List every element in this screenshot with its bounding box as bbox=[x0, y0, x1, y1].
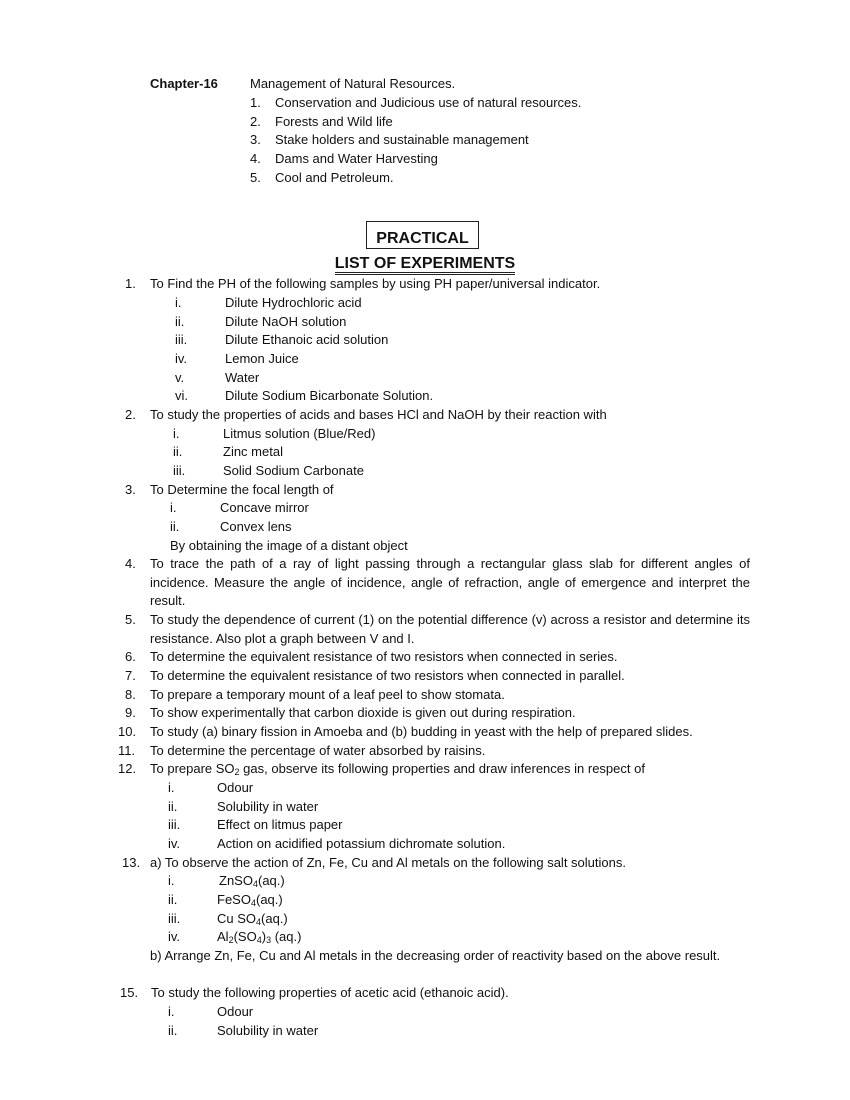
sub-item-text: Dilute Ethanoic acid solution bbox=[225, 332, 389, 347]
sub-item-text: Dilute Hydrochloric acid bbox=[225, 295, 362, 310]
experiment-number: 6. bbox=[125, 649, 136, 664]
chapter-title: Management of Natural Resources. bbox=[250, 76, 456, 91]
text-part: gas, observe its following properties and draw inferences in respect of bbox=[239, 761, 645, 776]
subscript: 2 bbox=[228, 935, 234, 945]
subscript: 4 bbox=[256, 935, 262, 945]
experiment-text: To trace the path of a ray of light passing through a rectangular glass slab for different angles of incidence. Measure the angle of incidence, angle of refraction, angle of emergence and interpret the result. bbox=[150, 556, 750, 609]
chapter-item-text: Cool and Petroleum. bbox=[275, 170, 394, 185]
sub-item-text: Water bbox=[225, 370, 260, 385]
sub-item-num: iii. bbox=[173, 463, 186, 478]
sub-item-text: Convex lens bbox=[220, 519, 292, 534]
sub-item-text: Solubility in water bbox=[217, 799, 319, 814]
experiment-part-b: b) Arrange Zn, Fe, Cu and Al metals in the decreasing order of reactivity based on the above result. bbox=[150, 948, 721, 963]
sub-item-text: Litmus solution (Blue/Red) bbox=[223, 426, 376, 441]
experiment-number: 3. bbox=[125, 482, 136, 497]
subscript: 3 bbox=[266, 935, 272, 945]
sub-item-num: ii. bbox=[168, 892, 178, 907]
text-part: ) bbox=[261, 929, 267, 944]
sub-item-num: iii. bbox=[168, 911, 181, 926]
sub-item-text: Effect on litmus paper bbox=[217, 817, 343, 832]
chapter-item-num: 3. bbox=[250, 132, 261, 147]
sub-item-num: ii. bbox=[168, 799, 178, 814]
sub-item-formula bbox=[217, 891, 283, 909]
experiment-6-text: To determine the equivalent resistance of two resistors when connected in series. bbox=[150, 649, 618, 664]
text-part: ZnSO bbox=[219, 873, 253, 888]
experiment-text: To study the dependence of current (1) on the potential difference (v) across a resistor and determine its resistance. Also plot a graph between V and I. bbox=[150, 612, 750, 646]
text-part: (aq.) bbox=[255, 892, 283, 907]
text-part: (aq.) bbox=[261, 911, 288, 926]
experiment-number: 7. bbox=[125, 668, 136, 683]
chapter-item-num: 2. bbox=[250, 114, 261, 129]
experiment-8-text: To prepare a temporary mount of a leaf peel to show stomata. bbox=[150, 687, 505, 702]
experiment-number: 13. bbox=[122, 855, 141, 870]
experiment-text: To study the properties of acids and bases HCl and NaOH by their reaction with bbox=[150, 407, 607, 422]
experiment-number: 9. bbox=[125, 705, 136, 720]
experiment-number: 1. bbox=[125, 276, 136, 291]
chapter-item-num: 1. bbox=[250, 95, 261, 110]
experiment-number: 5. bbox=[125, 612, 136, 627]
sub-item-formula bbox=[219, 872, 285, 890]
chapter-item-text: Dams and Water Harvesting bbox=[275, 151, 438, 166]
chapter-label: Chapter-16 bbox=[150, 76, 218, 91]
text-part: FeSO bbox=[217, 892, 251, 907]
sub-item-num: i. bbox=[175, 295, 182, 310]
text-part: (aq.) bbox=[271, 929, 302, 944]
experiment-number: 12. bbox=[118, 761, 137, 776]
sub-item-text: Odour bbox=[217, 780, 254, 795]
sub-item-num: ii. bbox=[175, 314, 185, 329]
text-part: (aq.) bbox=[257, 873, 285, 888]
sub-item-num: iii. bbox=[175, 332, 188, 347]
list-title-text: LIST OF EXPERIMENTS bbox=[335, 255, 515, 275]
sub-item-num: v. bbox=[175, 370, 185, 385]
subscript: 4 bbox=[252, 879, 258, 889]
sub-item-text: Lemon Juice bbox=[225, 351, 299, 366]
sub-item-text: Dilute Sodium Bicarbonate Solution. bbox=[225, 388, 434, 403]
sub-item-formula bbox=[217, 910, 288, 928]
sub-item-num: i. bbox=[168, 780, 175, 795]
sub-item-num: i. bbox=[173, 426, 180, 441]
experiment-number: 8. bbox=[125, 687, 136, 702]
experiment-9-text: To show experimentally that carbon dioxide is given out during respiration. bbox=[150, 705, 576, 720]
list-of-experiments-title bbox=[0, 253, 850, 275]
sub-item-text: Solid Sodium Carbonate bbox=[223, 463, 364, 478]
sub-item-num: ii. bbox=[168, 1023, 178, 1038]
experiment-text: a) To observe the action of Zn, Fe, Cu and Al metals on the following salt solutions. bbox=[150, 855, 626, 870]
text-part: (SO bbox=[233, 929, 257, 944]
sub-item-num: i. bbox=[168, 873, 175, 888]
sub-item-text: Solubility in water bbox=[217, 1023, 319, 1038]
sub-item-num: vi. bbox=[175, 388, 188, 403]
experiment-number: 2. bbox=[125, 407, 136, 422]
chapter-item-text: Conservation and Judicious use of natural resources. bbox=[275, 95, 582, 110]
chapter-item-text: Forests and Wild life bbox=[275, 114, 393, 129]
sub-item-num: iv. bbox=[175, 351, 188, 366]
experiment-text: To Find the PH of the following samples by using PH paper/universal indicator. bbox=[150, 276, 601, 291]
sub-item-text: Action on acidified potassium dichromate solution. bbox=[217, 836, 506, 851]
experiment-text: To study the following properties of acetic acid (ethanoic acid). bbox=[151, 985, 509, 1000]
sub-item-text: Zinc metal bbox=[223, 444, 283, 459]
sub-item-formula bbox=[217, 928, 301, 946]
sub-item-num: iv. bbox=[168, 929, 181, 944]
experiment-7-text: To determine the equivalent resistance of two resistors when connected in parallel. bbox=[150, 668, 625, 683]
experiment-11-text: To determine the percentage of water absorbed by raisins. bbox=[150, 743, 486, 758]
sub-item-num: i. bbox=[170, 500, 177, 515]
experiment-text bbox=[150, 760, 645, 778]
sub-item-num: i. bbox=[168, 1004, 175, 1019]
subscript: 4 bbox=[256, 917, 262, 927]
sub-item-num: ii. bbox=[173, 444, 183, 459]
sub-item-num: iv. bbox=[168, 836, 181, 851]
experiment-number: 11. bbox=[118, 743, 136, 758]
subscript: 4 bbox=[250, 898, 256, 908]
experiment-number: 4. bbox=[125, 556, 136, 571]
text-part: To prepare SO bbox=[150, 761, 235, 776]
chapter-item-num: 4. bbox=[250, 151, 261, 166]
sub-item-text: Dilute NaOH solution bbox=[225, 314, 347, 329]
text-part: Al bbox=[217, 929, 229, 944]
practical-heading-box: PRACTICAL bbox=[366, 221, 479, 249]
experiment-note: By obtaining the image of a distant object bbox=[170, 538, 408, 553]
experiment-text: To Determine the focal length of bbox=[150, 482, 334, 497]
text-part: Cu SO bbox=[217, 911, 257, 926]
experiment-number: 10. bbox=[118, 724, 137, 739]
experiment-10-text: To study (a) binary fission in Amoeba and (b) budding in yeast with the help of prepared slides. bbox=[150, 724, 693, 739]
sub-item-text: Odour bbox=[217, 1004, 254, 1019]
experiment-number: 15. bbox=[120, 985, 139, 1000]
subscript: 2 bbox=[234, 767, 240, 777]
sub-item-text: Concave mirror bbox=[220, 500, 309, 515]
sub-item-num: ii. bbox=[170, 519, 180, 534]
chapter-item-text: Stake holders and sustainable management bbox=[275, 132, 529, 147]
sub-item-num: iii. bbox=[168, 817, 181, 832]
chapter-item-num: 5. bbox=[250, 170, 261, 185]
